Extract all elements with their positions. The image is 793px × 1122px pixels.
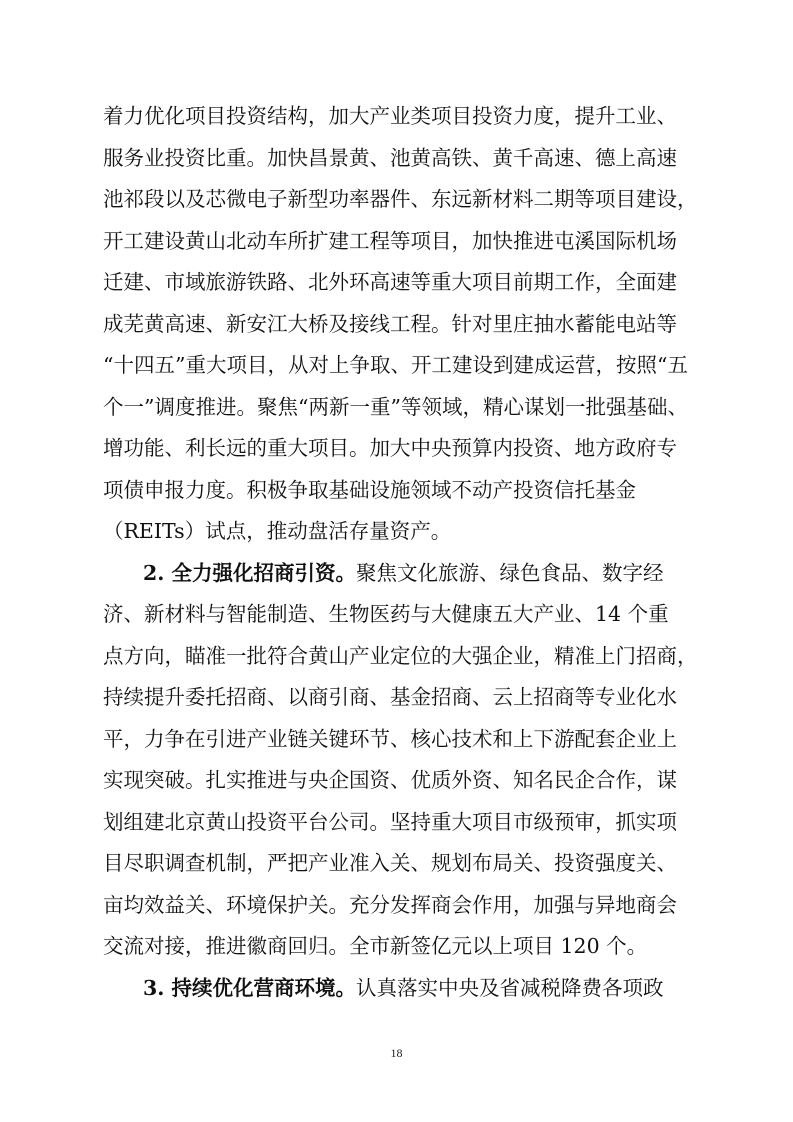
text-line bbox=[103, 843, 699, 885]
line-text: 济、新材料与智能制造、生物医药与大健康五大产业、14 个重 bbox=[103, 602, 669, 626]
line-text: 增功能、利长远的重大项目。加大中央预算内投资、地方政府专 bbox=[103, 436, 677, 460]
text-line bbox=[103, 553, 699, 595]
line-text: 认真落实中央及省减税降费各项政 bbox=[356, 975, 664, 1000]
line-text: 亩均效益关、环境保护关。充分发挥商会作用，加强与异地商会 bbox=[103, 892, 677, 917]
text-line bbox=[103, 802, 699, 844]
text-line bbox=[103, 262, 699, 304]
line-text: 池祁段以及芯微电子新型功率器件、东远新材料二期等项目建设， bbox=[103, 187, 698, 211]
line-text: 服务业投资比重。加快昌景黄、池黄高铁、黄千高速、德上高速 bbox=[103, 145, 677, 170]
text-line bbox=[103, 968, 699, 1010]
text-line bbox=[103, 594, 699, 636]
body-text bbox=[103, 96, 699, 1009]
line-text: 聚焦文化旅游、绿色食品、数字经 bbox=[356, 560, 664, 585]
text-line bbox=[103, 345, 699, 387]
paragraph-heading: 2. 全力强化招商引资。 bbox=[143, 560, 357, 585]
page-number: 18 bbox=[390, 1046, 403, 1060]
text-line bbox=[103, 179, 699, 221]
text-line bbox=[103, 428, 699, 470]
text-line bbox=[103, 221, 699, 263]
line-text: 划组建北京黄山投资平台公司。坚持重大项目市级预审，抓实项 bbox=[103, 809, 677, 834]
line-text: 持续提升委托招商、以商引商、基金招商、云上招商等专业化水 bbox=[103, 685, 677, 709]
text-line bbox=[103, 304, 699, 346]
text-line bbox=[103, 138, 699, 180]
text-line bbox=[103, 387, 699, 429]
line-text: 迁建、市域旅游铁路、北外环高速等重大项目前期工作，全面建 bbox=[103, 270, 677, 294]
line-text: 交流对接，推进徽商回归。全市新签亿元以上项目 120 个。 bbox=[103, 934, 648, 958]
text-line bbox=[103, 760, 699, 802]
text-line bbox=[103, 885, 699, 927]
text-line bbox=[103, 926, 699, 968]
text-line bbox=[103, 677, 699, 719]
text-line bbox=[103, 96, 699, 138]
text-line bbox=[103, 719, 699, 761]
line-text: 目尽职调查机制，严把产业准入关、规划布局关、投资强度关、 bbox=[103, 851, 677, 875]
line-text: 项债申报力度。积极争取基础设施领域不动产投资信托基金 bbox=[103, 477, 636, 502]
paragraph-heading: 3. 持续优化营商环境。 bbox=[143, 975, 357, 1000]
line-text: “十四五”重大项目，从对上争取、开工建设到建成运营，按照“五 bbox=[103, 353, 688, 377]
line-text: 成芜黄高速、新安江大桥及接线工程。针对里庄抽水蓄能电站等 bbox=[103, 311, 677, 336]
line-text: 个一”调度推进。聚焦“两新一重”等领域，精心谋划一批强基础、 bbox=[103, 394, 688, 419]
line-text: （REITs）试点，推动盘活存量资产。 bbox=[103, 519, 452, 543]
text-line bbox=[103, 511, 699, 553]
line-text: 开工建设黄山北动车所扩建工程等项目，加快推进屯溪国际机场 bbox=[103, 228, 677, 253]
line-text: 着力优化项目投资结构，加大产业类项目投资力度，提升工业、 bbox=[103, 104, 677, 128]
line-text: 点方向，瞄准一批符合黄山产业定位的大强企业，精准上门招商， bbox=[103, 643, 698, 668]
text-line bbox=[103, 636, 699, 678]
line-text: 平，力争在引进产业链关键环节、核心技术和上下游配套企业上 bbox=[103, 726, 677, 751]
text-line bbox=[103, 470, 699, 512]
line-text: 实现突破。扎实推进与央企国资、优质外资、知名民企合作，谋 bbox=[103, 768, 677, 792]
